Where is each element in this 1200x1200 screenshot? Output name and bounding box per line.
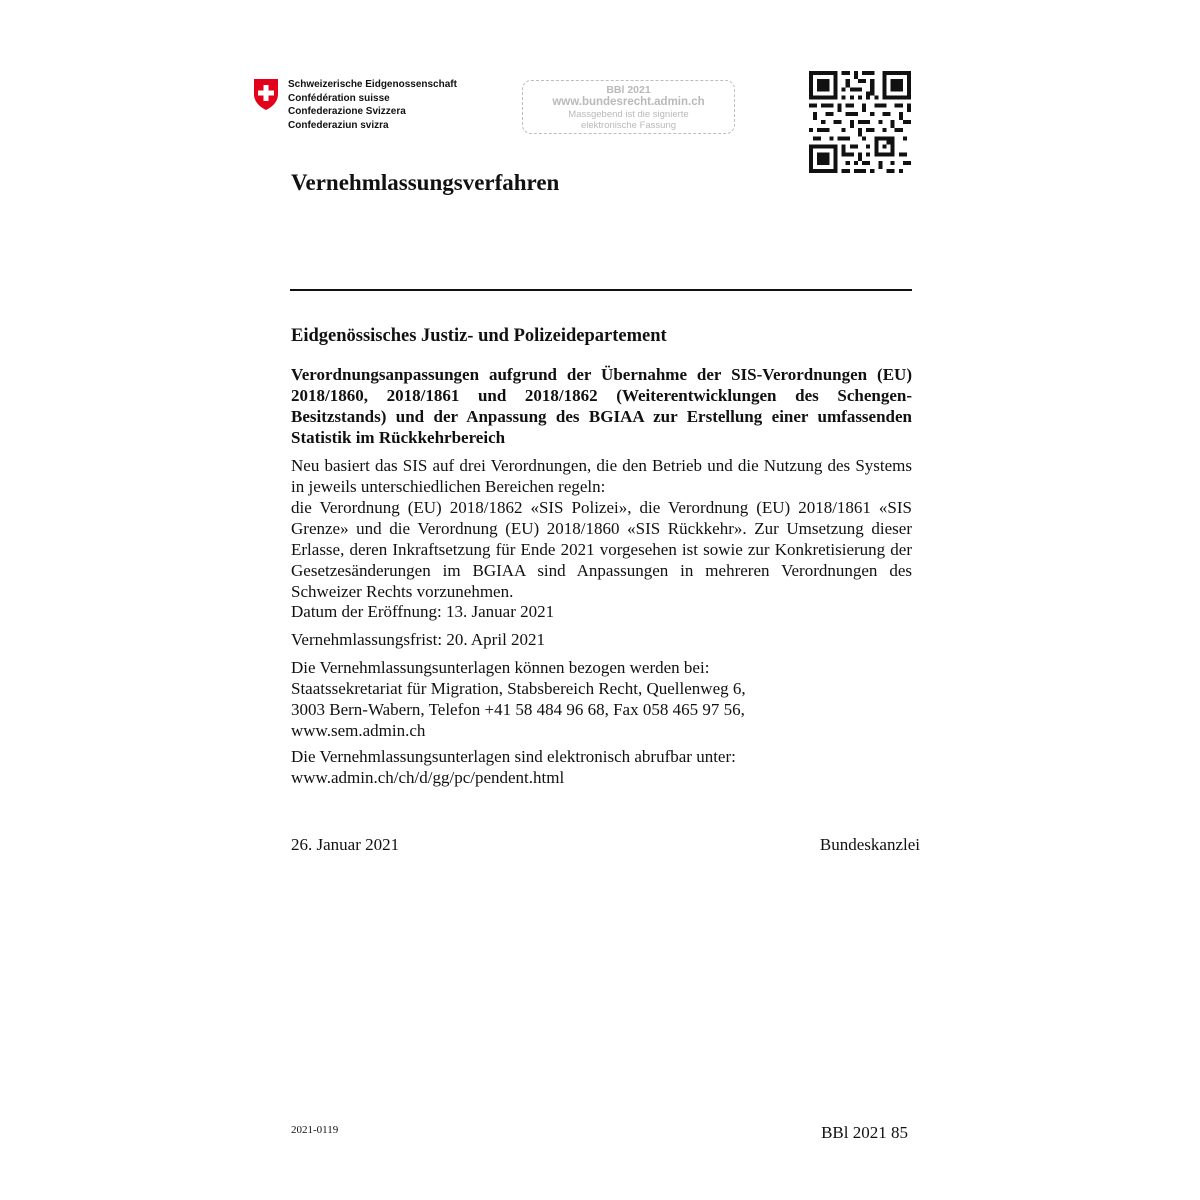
documents-source-line: 3003 Bern-Wabern, Telefon +41 58 484 96 68, Fax 058 465 97 56, [291,700,745,719]
publication-date: 26. Januar 2021 [291,835,400,854]
federation-names [288,78,457,132]
opening-date: Datum der Eröffnung: 13. Januar 2021 [291,602,555,621]
qr-code-icon [809,71,911,173]
federal-logo [252,77,457,132]
stamp-line-4: elektronische Fassung [580,120,677,131]
online-text: Die Vernehmlassungsunterlagen sind elektronisch abrufbar unter: [291,747,736,766]
consultation-deadline: Vernehmlassungsfrist: 20. April 2021 [291,630,546,649]
intro-text-1: Neu basiert das SIS auf drei Verordnungen, die den Betrieb und die Nutzung des Systems in jeweils unterschiedlichen Bereichen regeln: [291,456,912,496]
stamp-line-2: www.bundesrecht.admin.ch [552,96,705,108]
department-heading: Eidgenössisches Justiz- und Polizeidepartement [291,326,667,346]
bbl-reference: BBl 2021 85 [821,1123,908,1142]
documents-source [291,657,912,741]
document-number: 2021-0119 [291,1124,339,1136]
documents-source-line: Staatssekretariat für Migration, Stabsbereich Recht, Quellenweg 6, [291,679,746,698]
page-title: Vernehmlassungsverfahren [291,170,560,195]
pendent-link[interactable]: www.admin.ch/ch/d/gg/pc/pendent.html [291,768,565,787]
federation-name-rm: Confederaziun svizra [288,119,389,131]
stamp-line-1: BBl 2021 [606,84,651,96]
federation-name-it: Confederazione Svizzera [288,106,406,117]
bbl-stamp [522,80,735,134]
documents-source-line: Die Vernehmlassungsunterlagen können bezogen werden bei: [291,658,710,677]
title-divider [290,289,912,291]
sem-link[interactable]: www.sem.admin.ch [291,721,426,740]
federation-name-fr: Confédération suisse [288,92,390,104]
consultation-heading: Verordnungsanpassungen aufgrund der Übernahme der SIS-Verordnungen (EU) 2018/1860, 2018/1861 und 2018/1862 (Weiterentwicklungen des Schengen-Besitzstands) und der Anpassung des BGIAA zur Erstellung einer umfassenden Statistik im Rückkehrbereich [291,365,912,447]
stamp-line-3: Massgebend ist die signierte [568,109,689,120]
federation-name-de: Schweizerische Eidgenossenschaft [288,79,457,90]
intro-text-2: die Verordnung (EU) 2018/1862 «SIS Polizei», die Verordnung (EU) 2018/1861 «SIS Grenze» und die Verordnung (EU) 2018/1860 «SIS Rückkehr». Zur Umsetzung dieser Erlasse, deren Inkraftsetzung für Ende 2021 vorgesehen ist sowie zur Konkretisierung der Gesetzesänderungen im BGIAA sind Anpassungen in mehreren Verordnungen des Schweizer Rechts vorzunehmen. [291,498,912,601]
online-availability [291,746,912,788]
issuer: Bundeskanzlei [819,835,920,854]
intro-paragraph [291,455,912,602]
swiss-cross-shield-icon [252,77,280,111]
